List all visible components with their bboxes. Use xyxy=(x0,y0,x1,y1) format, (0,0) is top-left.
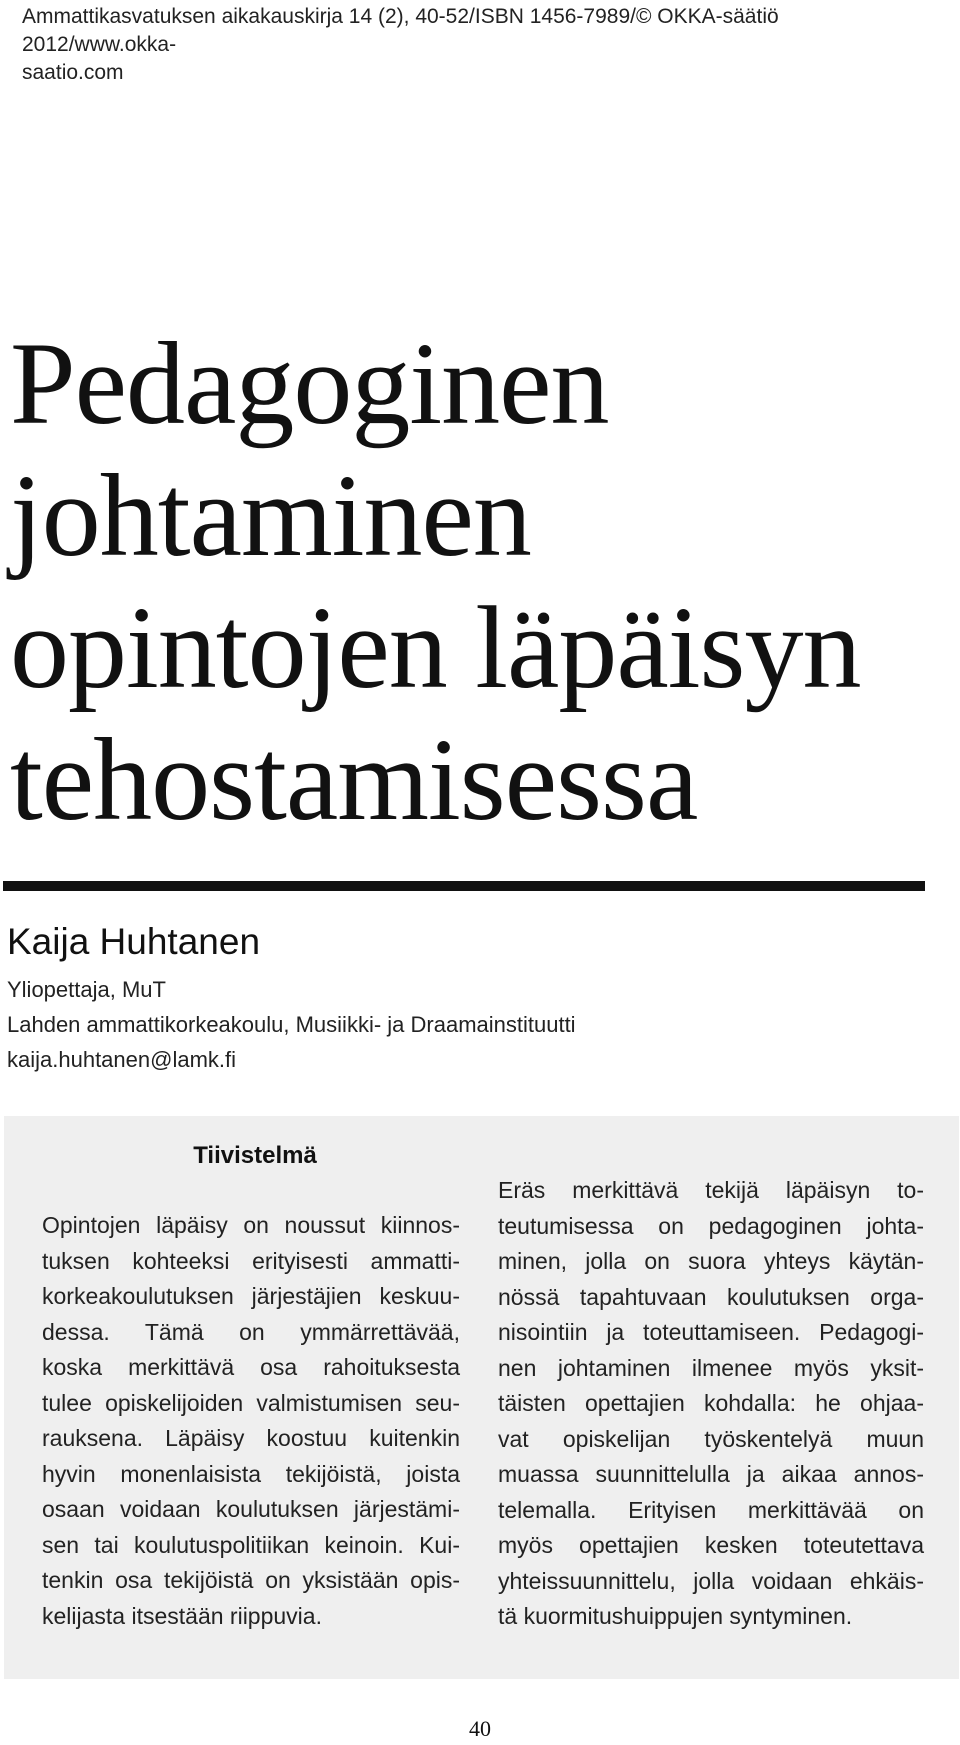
author-affiliation: Lahden ammattikorkeakoulu, Musiikki- ja Draamainstituutti xyxy=(7,1012,576,1037)
abstract-line: dessa. Tämä on ymmärrettävää, xyxy=(42,1318,460,1345)
title-divider xyxy=(3,881,925,891)
abstract-line: tenkin osa tekijöistä on yksistään opis- xyxy=(42,1567,460,1593)
abstract-line: minen, jolla on suora yhteys käytän- xyxy=(498,1248,924,1274)
citation-header xyxy=(22,3,927,87)
page-number: 40 xyxy=(469,1716,491,1741)
abstract-line: teutumisessa on pedagoginen johta- xyxy=(498,1212,924,1239)
abstract-line: myös opettajien kesken toteutettava xyxy=(498,1532,924,1558)
abstract-line: tä kuormitushuippujen syntyminen. xyxy=(498,1603,853,1629)
abstract-line: rauksena. Läpäisy koostuu kuitenkin xyxy=(42,1425,460,1451)
abstract-line: nen johtaminen ilmenee myös yksit- xyxy=(498,1354,924,1381)
article-title xyxy=(10,318,950,846)
author-name: Kaija Huhtanen xyxy=(7,921,261,962)
abstract-line: täisten opettajien kohdalla: he ohjaa- xyxy=(498,1390,924,1416)
abstract-line: hyvin monenlaisista tekijöistä, joista xyxy=(42,1460,460,1487)
abstract-line: tulee opiskelijoiden valmistumisen seu- xyxy=(42,1389,460,1416)
citation-line-1: Ammattikasvatuksen aikakauskirja 14 (2), 40-52/ISBN 1456-7989/© OKKA-säätiö 2012/www.okka- xyxy=(22,5,779,56)
abstract-line: koska merkittävä osa rahoituksesta xyxy=(42,1354,460,1380)
title-line: Pedagoginen xyxy=(10,318,609,449)
author-details xyxy=(7,972,576,1077)
abstract-line: Eräs merkittävä tekijä läpäisyn to- xyxy=(498,1177,924,1203)
citation-line-2: saatio.com xyxy=(22,61,124,84)
abstract-line: telemalla. Erityisen merkittävää on xyxy=(498,1496,924,1523)
abstract-line: osaan voidaan koulutuksen järjestämi- xyxy=(42,1496,460,1522)
abstract-line: sen tai koulutuspolitiikan keinoin. Kui- xyxy=(42,1531,460,1558)
abstract-left-column xyxy=(42,1208,460,1634)
abstract-line: nisointiin ja toteuttamiseen. Pedagogi- xyxy=(498,1319,924,1345)
abstract-line: vat opiskelijan työskentelyä muun xyxy=(498,1425,924,1452)
title-line: tehostamisessa xyxy=(10,714,698,845)
abstract-line: korkeakoulutuksen järjestäjien keskuu- xyxy=(42,1283,460,1309)
abstract-line: muassa suunnittelulla ja aikaa annos- xyxy=(498,1461,924,1487)
abstract-line: yhteissuunnittelu, jolla voidaan ehkäis- xyxy=(498,1567,924,1594)
author-email: kaija.huhtanen@lamk.fi xyxy=(7,1047,237,1072)
abstract-line: kelijasta itsestään riippuvia. xyxy=(42,1602,322,1629)
abstract-heading: Tiivistelmä xyxy=(193,1142,317,1169)
abstract-line: tuksen kohteeksi erityisesti ammatti- xyxy=(42,1247,460,1274)
title-line: opintojen läpäisyn xyxy=(10,582,861,713)
abstract-line: Opintojen läpäisy on noussut kiinnos- xyxy=(42,1212,460,1238)
abstract-line: nössä tapahtuvaan koulutuksen orga- xyxy=(498,1283,924,1310)
author-position: Yliopettaja, MuT xyxy=(7,977,166,1002)
title-line: johtaminen xyxy=(10,450,531,581)
abstract-right-column xyxy=(498,1173,924,1635)
